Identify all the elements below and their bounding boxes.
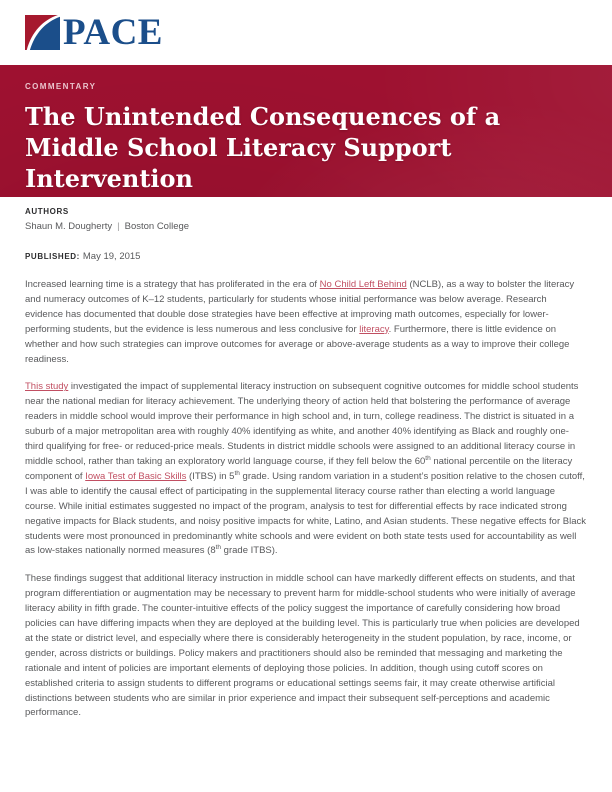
inline-link[interactable]: No Child Left Behind bbox=[319, 279, 407, 290]
title-banner bbox=[0, 65, 612, 197]
author-affiliation: Boston College bbox=[124, 221, 190, 232]
article-body bbox=[25, 278, 587, 721]
pace-logo-wordmark: PACE bbox=[63, 12, 163, 53]
superscript-ordinal: th bbox=[425, 454, 431, 462]
paragraph-text: These findings suggest that additional literacy instruction in middle school can have markedly different effects on students, and that program differentiation or augmentation may be necessary to prevent harm for middle-school students who were initially of average literacy ability in fifth grade. The counter-intuitive effects of the policy suggest the importance of carefully considering how broad policies can have differing impacts when they are deployed at the building level. This is particularly true when policies are developed at the state or district level, and especially where there is considerably heterogeneity in the student population, by race, income, or gender, across districts or buildings. Policy makers and practitioners should also be reminded that messaging and marketing the rationale and intent of policies are important elements of deploying those policies. In addition, though using cutoff scores on established criteria to assign students to different programs or educational settings seems fair, it may create otherwise artificial distinctions between students who are similar in prior experience and impact their subsequent self-perceptions and academic performance. bbox=[25, 573, 580, 719]
article-paragraph bbox=[25, 380, 587, 559]
paragraph-text: (NCLB), as a way to bolster the literacy and numeracy outcomes of K–12 students, particularly for students whose initial performance was below average. Research evidence has documented that double dose strategies have been effective at improving math outcomes, especially for lower-performing students, but the evidence is less numerous and less conclusive for bbox=[25, 279, 575, 335]
pace-logo-icon bbox=[25, 15, 60, 50]
inline-link[interactable]: Iowa Test of Basic Skills bbox=[85, 470, 187, 482]
inline-link[interactable]: This study bbox=[25, 381, 69, 393]
author-line bbox=[25, 221, 587, 232]
published-date: May 19, 2015 bbox=[82, 251, 141, 262]
article-paragraph bbox=[25, 572, 587, 721]
paragraph-text: grade. Using random variation in a student’s position relative to the chosen cutoff, I was able to identify the causal effect of participating in the supplemental literacy course rather than electing a world language course. While initial estimates suggested no impact of the program, analysis to test for differential effects by race indicated strong negative impacts for Black students, and noisy positive impacts for white, Latino, and Asian students. These negative effects for Black students were most pronounced in predominantly white schools and were evident on both state tests used for accountability as well as low-stakes nationally normed measures (8 bbox=[25, 470, 586, 557]
superscript-ordinal: th bbox=[215, 544, 222, 552]
paragraph-text: investigated the impact of supplemental literacy instruction on subsequent cognitive outcomes for middle school students near the national median for literacy achievement. The underlying theory of action held that bolstering the performance of average readers in middle school would improve their performance in high school and, in turn, college readiness. The district is situated in a suburb of a major metropolitan area with roughly 40% identifying as white, and another 40% identifying as Black and roughly one-third qualifying for free- or reduced-price meals. Students in district middle schools were assigned to an additional literacy course in middle school, rather than taking an exploratory world language course, if they fell below the 60 bbox=[25, 381, 579, 467]
site-header bbox=[0, 0, 612, 65]
paragraph-text: Increased learning time is a strategy that has proliferated in the era of bbox=[25, 279, 320, 290]
author-separator: | bbox=[117, 221, 120, 232]
page-title: The Unintended Consequences of a Middle School Literacy Support Intervention bbox=[25, 102, 501, 193]
published-line bbox=[25, 251, 587, 262]
paragraph-text: . Furthermore, there is little evidence on whether and how such strategies can improve outcomes for average or above-average students as a way to improve their college readiness. bbox=[25, 323, 570, 365]
article-meta bbox=[25, 207, 587, 262]
paragraph-text: (ITBS) in 5 bbox=[186, 470, 235, 482]
paragraph-text: national percentile on the literacy component of bbox=[25, 455, 573, 482]
article-paragraph bbox=[25, 278, 587, 367]
content-type-kicker: COMMENTARY bbox=[25, 82, 97, 91]
authors-label: AUTHORS bbox=[25, 207, 69, 216]
inline-link[interactable]: literacy bbox=[359, 323, 389, 335]
article-content bbox=[0, 197, 612, 721]
author-name: Shaun M. Dougherty bbox=[25, 221, 113, 232]
superscript-ordinal: th bbox=[234, 469, 240, 477]
pace-logo bbox=[25, 12, 163, 53]
published-label: PUBLISHED: bbox=[25, 252, 80, 261]
paragraph-text: grade ITBS). bbox=[221, 545, 278, 557]
